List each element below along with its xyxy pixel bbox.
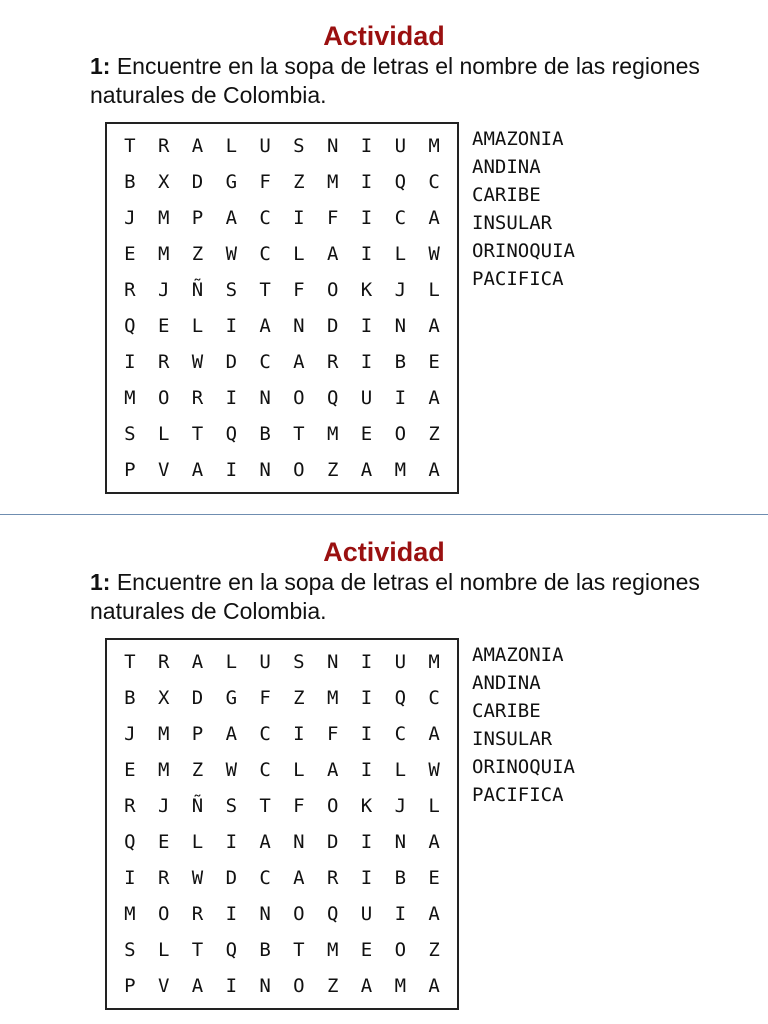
grid-cell: L bbox=[157, 939, 170, 961]
grid-cell: L bbox=[225, 135, 238, 157]
grid-cell: N bbox=[394, 831, 407, 853]
grid-cell: R bbox=[157, 351, 170, 373]
grid-cell: B bbox=[259, 423, 271, 445]
grid-cell: S bbox=[124, 423, 136, 445]
grid-cell: A bbox=[225, 723, 238, 745]
grid-cell: A bbox=[326, 243, 339, 265]
grid-cell: A bbox=[360, 975, 373, 997]
word-list-item: ANDINA bbox=[472, 156, 541, 178]
activity-title: Actividad bbox=[323, 21, 445, 51]
word-list-item: PACIFICA bbox=[472, 268, 564, 290]
word-list bbox=[472, 641, 575, 809]
grid-cell: L bbox=[394, 759, 407, 781]
grid-cell: E bbox=[157, 831, 170, 853]
word-list-item: ANDINA bbox=[472, 672, 541, 694]
grid-cell: A bbox=[293, 351, 305, 373]
word-search-grid bbox=[105, 638, 459, 1010]
word-list bbox=[472, 125, 575, 293]
grid-cell: O bbox=[293, 903, 305, 925]
grid-cell: M bbox=[124, 903, 136, 925]
grid-cell: T bbox=[191, 423, 204, 445]
grid-cell: O bbox=[157, 903, 170, 925]
grid-cell: O bbox=[157, 387, 170, 409]
grid-cell: C bbox=[394, 723, 407, 745]
grid-cell: B bbox=[394, 867, 407, 889]
grid-cell: J bbox=[124, 723, 136, 745]
grid-cell: I bbox=[124, 351, 136, 373]
grid-cell: N bbox=[394, 315, 407, 337]
grid-cell: N bbox=[293, 831, 305, 853]
grid-cell: I bbox=[225, 315, 238, 337]
grid-cell: U bbox=[360, 903, 373, 925]
grid-cell: I bbox=[225, 975, 238, 997]
grid-cell: F bbox=[326, 723, 339, 745]
grid-cell: Q bbox=[124, 315, 136, 337]
grid-cell: A bbox=[428, 903, 440, 925]
grid-cell: N bbox=[259, 903, 271, 925]
grid-cell: K bbox=[360, 795, 373, 817]
grid-cell: W bbox=[225, 759, 238, 781]
grid-cell: W bbox=[428, 243, 440, 265]
grid-cell: M bbox=[124, 387, 136, 409]
grid-cell: Z bbox=[191, 243, 204, 265]
grid-cell: W bbox=[225, 243, 238, 265]
grid-cell: C bbox=[259, 759, 271, 781]
grid-cell: A bbox=[428, 315, 440, 337]
grid-cell: Z bbox=[326, 975, 339, 997]
grid-cell: N bbox=[326, 135, 339, 157]
grid-cell: Ñ bbox=[191, 795, 204, 817]
grid-cell: I bbox=[360, 351, 373, 373]
grid-cell: M bbox=[326, 423, 339, 445]
activity-block-bottom bbox=[0, 516, 768, 1016]
instruction-number: 1: bbox=[90, 53, 111, 79]
grid-cell: M bbox=[326, 171, 339, 193]
grid-cell: G bbox=[225, 687, 238, 709]
grid-cell: P bbox=[191, 723, 204, 745]
grid-cell: S bbox=[293, 651, 305, 673]
grid-cell: C bbox=[259, 351, 271, 373]
grid-cell: Q bbox=[394, 171, 407, 193]
grid-cell: Ñ bbox=[191, 279, 204, 301]
grid-cell: O bbox=[326, 795, 339, 817]
grid-cell: A bbox=[428, 723, 440, 745]
grid-cell: Q bbox=[225, 939, 238, 961]
grid-cell: G bbox=[225, 171, 238, 193]
grid-cell: C bbox=[259, 723, 271, 745]
grid-cell: D bbox=[326, 831, 339, 853]
word-list-item: AMAZONIA bbox=[472, 128, 564, 150]
grid-cell: T bbox=[124, 651, 136, 673]
grid-cell: R bbox=[191, 903, 204, 925]
grid-cell: M bbox=[326, 687, 339, 709]
page-divider bbox=[0, 514, 768, 515]
grid-cell: L bbox=[157, 423, 170, 445]
grid-cell: D bbox=[225, 351, 238, 373]
grid-cell: R bbox=[326, 867, 339, 889]
grid-cell: C bbox=[428, 171, 440, 193]
grid-cell: V bbox=[157, 459, 170, 481]
grid-cell: I bbox=[225, 903, 238, 925]
grid-cell: L bbox=[428, 795, 440, 817]
grid-cell: W bbox=[191, 867, 204, 889]
grid-cell: M bbox=[428, 135, 440, 157]
grid-cell: R bbox=[157, 651, 170, 673]
grid-cell: N bbox=[326, 651, 339, 673]
activity-instruction bbox=[90, 568, 730, 626]
grid-cell: V bbox=[157, 975, 170, 997]
grid-cell: R bbox=[124, 279, 136, 301]
grid-cell: X bbox=[157, 687, 170, 709]
grid-cell: O bbox=[394, 423, 407, 445]
grid-cell: E bbox=[360, 939, 373, 961]
grid-cell: I bbox=[360, 867, 373, 889]
grid-cell: U bbox=[259, 651, 271, 673]
word-list-item: CARIBE bbox=[472, 700, 541, 722]
grid-cell: A bbox=[360, 459, 373, 481]
grid-cell: F bbox=[259, 687, 271, 709]
grid-cell: T bbox=[293, 939, 305, 961]
grid-cell: R bbox=[157, 867, 170, 889]
grid-cell: F bbox=[293, 279, 305, 301]
grid-cell: Q bbox=[124, 831, 136, 853]
grid-cell: R bbox=[124, 795, 136, 817]
grid-cell: M bbox=[326, 939, 339, 961]
grid-cell: Z bbox=[293, 171, 305, 193]
grid-cell: U bbox=[259, 135, 271, 157]
grid-cell: Z bbox=[191, 759, 204, 781]
grid-cell: T bbox=[259, 279, 271, 301]
grid-cell: M bbox=[428, 651, 440, 673]
grid-cell: C bbox=[428, 687, 440, 709]
grid-cell: B bbox=[394, 351, 407, 373]
grid-cell: I bbox=[293, 723, 305, 745]
grid-cell: L bbox=[394, 243, 407, 265]
grid-cell: I bbox=[360, 687, 373, 709]
grid-cell: P bbox=[191, 207, 204, 229]
grid-cell: L bbox=[191, 831, 204, 853]
word-list-item: INSULAR bbox=[472, 728, 553, 750]
grid-cell: B bbox=[259, 939, 271, 961]
grid-cell: C bbox=[394, 207, 407, 229]
grid-cell: C bbox=[259, 243, 271, 265]
grid-cell: M bbox=[157, 243, 170, 265]
grid-cell: J bbox=[394, 795, 407, 817]
grid-cell: M bbox=[394, 975, 407, 997]
grid-cell: D bbox=[191, 687, 204, 709]
grid-cell: I bbox=[360, 831, 373, 853]
grid-cell: I bbox=[360, 135, 373, 157]
word-search-grid bbox=[105, 122, 459, 494]
grid-cell: D bbox=[225, 867, 238, 889]
grid-cell: L bbox=[293, 759, 305, 781]
grid-cell: A bbox=[191, 651, 204, 673]
grid-cell: E bbox=[428, 351, 440, 373]
grid-cell: D bbox=[326, 315, 339, 337]
grid-cell: A bbox=[428, 207, 440, 229]
grid-cell: S bbox=[293, 135, 305, 157]
grid-cell: A bbox=[326, 759, 339, 781]
grid-cell: T bbox=[259, 795, 271, 817]
grid-cell: L bbox=[293, 243, 305, 265]
word-list-item: ORINOQUIA bbox=[472, 756, 575, 778]
grid-cell: X bbox=[157, 171, 170, 193]
word-list-item: INSULAR bbox=[472, 212, 553, 234]
grid-cell: I bbox=[225, 387, 238, 409]
grid-cell: L bbox=[191, 315, 204, 337]
grid-cell: M bbox=[157, 723, 170, 745]
grid-cell: I bbox=[360, 171, 373, 193]
grid-cell: L bbox=[428, 279, 440, 301]
activity-block-top bbox=[0, 0, 768, 500]
grid-cell: I bbox=[360, 315, 373, 337]
grid-cell: A bbox=[293, 867, 305, 889]
instruction-number: 1: bbox=[90, 569, 111, 595]
grid-cell: B bbox=[124, 171, 136, 193]
grid-cell: Q bbox=[394, 687, 407, 709]
grid-cell: T bbox=[293, 423, 305, 445]
grid-cell: Z bbox=[326, 459, 339, 481]
grid-cell: W bbox=[428, 759, 440, 781]
word-list-item: ORINOQUIA bbox=[472, 240, 575, 262]
grid-cell: J bbox=[124, 207, 136, 229]
grid-cell: J bbox=[394, 279, 407, 301]
grid-cell: D bbox=[191, 171, 204, 193]
grid-cell: M bbox=[394, 459, 407, 481]
grid-cell: A bbox=[428, 831, 440, 853]
grid-cell: I bbox=[225, 459, 238, 481]
grid-cell: I bbox=[360, 759, 373, 781]
grid-cell: O bbox=[394, 939, 407, 961]
instruction-text: Encuentre en la sopa de letras el nombre de las regiones naturales de Colombia. bbox=[90, 53, 700, 108]
grid-cell: A bbox=[428, 459, 440, 481]
grid-cell: S bbox=[225, 279, 238, 301]
grid-cell: E bbox=[124, 759, 136, 781]
grid-cell: I bbox=[293, 207, 305, 229]
grid-cell: K bbox=[360, 279, 373, 301]
grid-cell: N bbox=[293, 315, 305, 337]
grid-cell: Z bbox=[428, 939, 440, 961]
grid-cell: P bbox=[124, 459, 136, 481]
grid-cell: I bbox=[360, 723, 373, 745]
grid-cell: M bbox=[157, 759, 170, 781]
grid-cell: Q bbox=[326, 387, 339, 409]
activity-title: Actividad bbox=[323, 537, 445, 567]
grid-cell: I bbox=[124, 867, 136, 889]
grid-cell: E bbox=[124, 243, 136, 265]
grid-cell: A bbox=[191, 975, 204, 997]
instruction-text: Encuentre en la sopa de letras el nombre de las regiones naturales de Colombia. bbox=[90, 569, 700, 624]
grid-cell: Q bbox=[326, 903, 339, 925]
grid-cell: F bbox=[293, 795, 305, 817]
grid-cell: A bbox=[428, 387, 440, 409]
grid-cell: J bbox=[157, 279, 170, 301]
grid-cell: T bbox=[191, 939, 204, 961]
grid-cell: S bbox=[124, 939, 136, 961]
grid-cell: C bbox=[259, 867, 271, 889]
grid-cell: S bbox=[225, 795, 238, 817]
grid-cell: C bbox=[259, 207, 271, 229]
grid-cell: U bbox=[394, 135, 407, 157]
grid-cell: F bbox=[259, 171, 271, 193]
grid-cell: I bbox=[394, 387, 407, 409]
grid-cell: R bbox=[326, 351, 339, 373]
grid-cell: N bbox=[259, 459, 271, 481]
grid-cell: R bbox=[157, 135, 170, 157]
grid-cell: B bbox=[124, 687, 136, 709]
grid-cell: U bbox=[394, 651, 407, 673]
activity-instruction bbox=[90, 52, 730, 110]
grid-cell: N bbox=[259, 975, 271, 997]
grid-cell: A bbox=[191, 135, 204, 157]
grid-cell: J bbox=[157, 795, 170, 817]
grid-cell: M bbox=[157, 207, 170, 229]
grid-cell: N bbox=[259, 387, 271, 409]
grid-cell: I bbox=[360, 651, 373, 673]
grid-cell: O bbox=[293, 459, 305, 481]
grid-cell: E bbox=[428, 867, 440, 889]
grid-cell: Z bbox=[293, 687, 305, 709]
grid-cell: E bbox=[157, 315, 170, 337]
grid-cell: I bbox=[225, 831, 238, 853]
word-list-item: CARIBE bbox=[472, 184, 541, 206]
grid-cell: Q bbox=[225, 423, 238, 445]
grid-cell: A bbox=[428, 975, 440, 997]
grid-cell: I bbox=[360, 207, 373, 229]
grid-cell: A bbox=[259, 831, 271, 853]
grid-cell: E bbox=[360, 423, 373, 445]
grid-cell: O bbox=[293, 387, 305, 409]
grid-cell: P bbox=[124, 975, 136, 997]
grid-cell: T bbox=[124, 135, 136, 157]
word-list-item: AMAZONIA bbox=[472, 644, 564, 666]
grid-cell: R bbox=[191, 387, 204, 409]
grid-cell: U bbox=[360, 387, 373, 409]
grid-cell: A bbox=[225, 207, 238, 229]
grid-cell: A bbox=[191, 459, 204, 481]
grid-cell: O bbox=[326, 279, 339, 301]
grid-cell: F bbox=[326, 207, 339, 229]
grid-cell: I bbox=[360, 243, 373, 265]
grid-cell: A bbox=[259, 315, 271, 337]
grid-cell: W bbox=[191, 351, 204, 373]
word-list-item: PACIFICA bbox=[472, 784, 564, 806]
grid-cell: L bbox=[225, 651, 238, 673]
grid-cell: I bbox=[394, 903, 407, 925]
grid-cell: Z bbox=[428, 423, 440, 445]
grid-cell: O bbox=[293, 975, 305, 997]
